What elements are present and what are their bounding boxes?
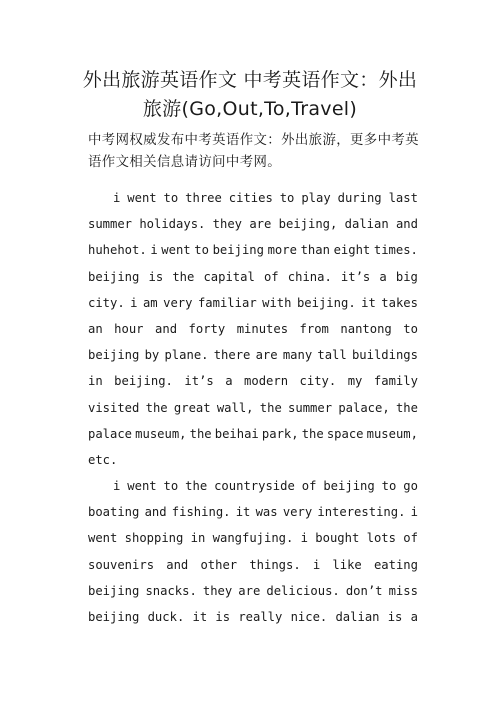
essay-word: to <box>163 479 179 494</box>
essay-word: palace <box>88 426 133 441</box>
essay-word: beijing, <box>278 217 338 232</box>
essay-word: other <box>200 557 238 572</box>
essay-word: huhehot. <box>88 243 147 258</box>
essay-word: summer <box>288 400 333 415</box>
essay-line <box>88 421 418 447</box>
essay-word: are <box>255 348 278 363</box>
essay-word: shopping <box>124 531 184 546</box>
essay-line <box>88 316 418 342</box>
essay-word: the <box>259 400 282 415</box>
essay-word: was <box>255 505 278 520</box>
essay-word: cities <box>228 191 273 205</box>
essay-word: i <box>312 557 321 572</box>
essay-word: beijing. <box>114 374 173 389</box>
essay-word: snacks. <box>145 583 197 598</box>
essay-word: with <box>262 295 292 310</box>
essay-word: times. <box>373 243 418 258</box>
essay-line <box>88 264 418 290</box>
essay-word: like <box>332 557 362 572</box>
essay-line <box>88 447 418 473</box>
essay-word: eight <box>333 243 371 258</box>
essay-word: buildings <box>351 348 418 363</box>
essay-word: there <box>213 348 251 363</box>
essay-word: souvenirs <box>88 557 155 572</box>
essay-word: beijing <box>88 610 140 624</box>
essay-word: more <box>267 243 297 258</box>
essay-word: in <box>190 531 206 546</box>
essay-word: really <box>238 610 283 624</box>
essay-word: wangfujing. <box>212 531 294 546</box>
essay-word: three <box>185 191 222 205</box>
essay-word: minutes <box>236 321 289 336</box>
essay-word: eating <box>373 557 418 572</box>
essay-word: an <box>88 321 103 336</box>
essay-word: takes <box>381 295 418 310</box>
essay-word: they <box>202 583 233 598</box>
essay-word: last <box>388 191 418 205</box>
intro-paragraph <box>88 130 420 174</box>
essay-word: went <box>127 191 157 205</box>
intro-line: 语作文相关信息请访问中考网。 <box>88 155 282 170</box>
essay-line <box>88 290 418 316</box>
essay-word: and <box>144 505 167 520</box>
essay-word: dalian <box>335 610 380 624</box>
essay-word: it <box>192 610 208 624</box>
essay-word: to <box>194 243 209 258</box>
essay-word: holidays. <box>139 217 206 232</box>
essay-line <box>88 211 418 237</box>
essay-body <box>88 185 418 630</box>
essay-word: and <box>166 557 189 572</box>
essay-word: i <box>150 243 158 258</box>
essay-word: visited <box>88 400 140 415</box>
title-line: 旅游(Go,Out,To,Travel) <box>142 98 358 120</box>
essay-word: i <box>300 531 308 546</box>
essay-word: dalian <box>344 217 389 232</box>
essay-word: it’s <box>184 374 214 389</box>
essay-word: duck. <box>147 610 185 624</box>
essay-word: go <box>403 479 418 494</box>
essay-word: miss <box>388 583 418 598</box>
essay-word: park, <box>261 426 299 441</box>
essay-word: went <box>88 531 118 546</box>
essay-word: i <box>130 295 138 310</box>
essay-line <box>88 604 418 630</box>
essay-word: beihai <box>214 426 259 441</box>
essay-word: modern <box>244 374 289 389</box>
essay-word: play <box>301 191 331 205</box>
document-title <box>60 66 440 124</box>
essay-word: are <box>249 217 272 232</box>
essay-word: than <box>300 243 330 258</box>
essay-word: my <box>347 374 363 389</box>
essay-word: and <box>155 321 178 336</box>
essay-word: etc. <box>88 452 118 467</box>
essay-word: of <box>301 479 317 494</box>
essay-word: the <box>395 400 418 415</box>
essay-word: museum, <box>135 426 187 441</box>
essay-word: things. <box>249 557 301 572</box>
essay-word: from <box>299 321 329 336</box>
essay-word: and <box>395 217 418 232</box>
essay-line <box>88 552 418 578</box>
essay-word: space <box>326 426 364 441</box>
title-line: 外出旅游英语作文 中考英语作文：外出 <box>82 69 418 91</box>
essay-line <box>88 395 418 421</box>
intro-line: 中考网权威发布中考英语作文：外出旅游，更多中考英 <box>88 133 419 148</box>
essay-word: the <box>185 479 208 494</box>
essay-word: beijing <box>88 269 140 284</box>
essay-word: countryside <box>214 479 295 494</box>
essay-line <box>88 185 418 211</box>
essay-word: i <box>113 191 121 205</box>
essay-word: it <box>361 295 376 310</box>
essay-word: hour <box>114 321 144 336</box>
essay-word: capital <box>203 269 255 284</box>
essay-word: is <box>148 269 164 284</box>
essay-word: china. <box>287 269 332 284</box>
essay-word: nantong <box>340 321 392 336</box>
essay-line <box>88 368 418 394</box>
essay-word: a <box>410 610 418 624</box>
essay-word: bought <box>315 531 360 546</box>
essay-word: forty <box>188 321 226 336</box>
essay-word: familiar <box>197 295 257 310</box>
essay-word: to <box>403 321 418 336</box>
essay-word: delicious. <box>266 583 340 598</box>
essay-word: it’s <box>340 269 371 284</box>
essay-word: went <box>161 243 191 258</box>
essay-word: is <box>387 610 403 624</box>
essay-word: big <box>395 269 418 284</box>
essay-word: the <box>145 400 168 415</box>
essay-word: of <box>263 269 279 284</box>
essay-word: i <box>113 479 121 494</box>
essay-word: the <box>172 269 195 284</box>
essay-word: summer <box>88 217 133 232</box>
essay-word: are <box>238 583 261 598</box>
essay-word: to <box>279 191 295 205</box>
essay-word: beijing. <box>296 295 356 310</box>
essay-word: interesting. <box>317 505 406 520</box>
essay-word: it <box>235 505 251 520</box>
essay-word: many <box>282 348 313 363</box>
essay-line <box>88 342 418 368</box>
essay-word: is <box>215 610 231 624</box>
essay-word: lots <box>366 531 396 546</box>
essay-line <box>88 525 418 551</box>
essay-line <box>88 237 418 263</box>
essay-word: museum, <box>366 426 418 441</box>
essay-word: the <box>301 426 324 441</box>
essay-word: the <box>189 426 212 441</box>
essay-word: am <box>142 295 158 310</box>
essay-word: fishing. <box>171 505 231 520</box>
essay-word: plane. <box>164 348 209 363</box>
essay-word: beijing <box>212 243 264 258</box>
essay-word: they <box>212 217 243 232</box>
essay-word: in <box>88 374 103 389</box>
essay-word: great <box>173 400 211 415</box>
essay-word: very <box>163 295 193 310</box>
essay-word: a <box>379 269 387 284</box>
essay-word: city. <box>299 374 337 389</box>
essay-word: went <box>127 479 157 494</box>
essay-word: by <box>144 348 160 363</box>
essay-line <box>88 578 418 604</box>
essay-word: city. <box>88 295 125 310</box>
essay-word: beijing <box>323 479 375 494</box>
essay-word: beijing <box>88 583 140 598</box>
essay-word: very <box>282 505 313 520</box>
essay-line <box>88 473 418 499</box>
essay-line <box>88 499 418 525</box>
essay-word: a <box>225 374 233 389</box>
essay-word: to <box>163 191 179 205</box>
essay-word: palace, <box>338 400 390 415</box>
essay-word: wall, <box>216 400 254 415</box>
essay-word: during <box>337 191 382 205</box>
essay-word: tall <box>317 348 347 363</box>
essay-word: nice. <box>290 610 328 624</box>
essay-word: beijing <box>88 348 140 363</box>
essay-word: to <box>381 479 397 494</box>
essay-word: don’t <box>345 583 383 598</box>
essay-word: boating <box>88 505 140 520</box>
essay-word: family <box>373 374 418 389</box>
essay-word: of <box>403 531 418 546</box>
essay-word: i <box>410 505 418 520</box>
